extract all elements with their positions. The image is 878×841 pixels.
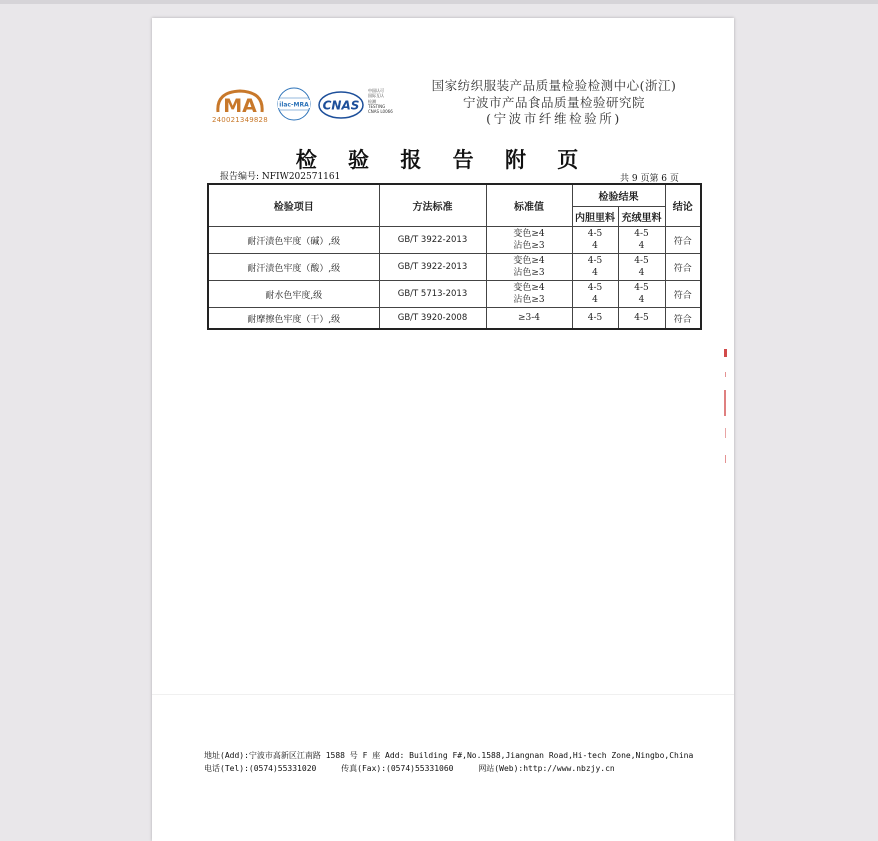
header-conclusion: 结论 — [665, 184, 701, 227]
org-line-1: 国家纺织服装产品质量检验检测中心(浙江) — [431, 78, 677, 93]
cnas-accreditation-text: 中国认可 国际互认 检测 TESTING CNAS L0066 — [368, 88, 393, 115]
cell-method: GB/T 5713-2013 — [379, 281, 486, 308]
cell-item: 耐汗渍色牢度（酸）,级 — [208, 254, 379, 281]
viewer-top-bar — [0, 0, 878, 4]
cell-item: 耐汗渍色牢度（碱）,级 — [208, 227, 379, 254]
header-inner-lining: 内胆里料 — [572, 207, 618, 227]
cell-fill-result: 4-5 — [618, 308, 665, 330]
cell-standard: 变色≥4 沾色≥3 — [486, 254, 572, 281]
document-title: 检 验 报 告 附 页 — [295, 147, 591, 172]
footer-web: 网站(Web):http://www.nbzjy.cn — [478, 764, 615, 773]
footer-address: 地址(Add):宁波市高新区江南路 1588 号 F 座 Add: Building F#,No.1588,Jiangnan Road,Hi-tech Zone,Ningbo,China — [204, 751, 694, 760]
cell-conclusion: 符合 — [665, 254, 701, 281]
page-fold-line — [152, 694, 734, 695]
table-row — [208, 281, 701, 308]
header-method: 方法标准 — [379, 184, 486, 227]
table-row — [208, 254, 701, 281]
report-number: 报告编号: NFIW202571161 — [220, 172, 341, 182]
cma-code: 240021349828 — [212, 116, 268, 124]
cell-inner-result: 4-5 4 — [572, 254, 618, 281]
cell-conclusion: 符合 — [665, 227, 701, 254]
cell-inner-result: 4-5 — [572, 308, 618, 330]
org-line-3: (宁波市纤维检验所) — [486, 111, 622, 126]
page-number: 共 9 页第 6 页 — [620, 174, 679, 184]
page-footer — [204, 749, 693, 775]
cell-standard: ≥3-4 — [486, 308, 572, 330]
header-standard: 标准值 — [486, 184, 572, 227]
cell-standard: 变色≥4 沾色≥3 — [486, 227, 572, 254]
test-results-table — [207, 183, 702, 330]
ilac-mra-logo — [276, 86, 312, 122]
cell-fill-result: 4-5 4 — [618, 227, 665, 254]
organization-name — [414, 78, 694, 128]
table-row — [208, 308, 701, 330]
cell-item: 耐水色牢度,级 — [208, 281, 379, 308]
cell-method: GB/T 3922-2013 — [379, 254, 486, 281]
cma-logo-text: MA — [223, 95, 257, 117]
cell-inner-result: 4-5 4 — [572, 227, 618, 254]
cell-fill-result: 4-5 4 — [618, 281, 665, 308]
cell-conclusion: 符合 — [665, 308, 701, 330]
cell-standard: 变色≥4 沾色≥3 — [486, 281, 572, 308]
cell-method: GB/T 3922-2013 — [379, 227, 486, 254]
footer-tel: 电话(Tel):(0574)55331020 — [204, 764, 317, 773]
header-test-item: 检验项目 — [208, 184, 379, 227]
cnas-logo-text: CNAS — [322, 98, 360, 113]
cell-conclusion: 符合 — [665, 281, 701, 308]
footer-fax: 传真(Fax):(0574)55331060 — [341, 764, 454, 773]
cell-method: GB/T 3920-2008 — [379, 308, 486, 330]
org-line-2: 宁波市产品食品质量检验研究院 — [462, 94, 645, 110]
cell-fill-result: 4-5 4 — [618, 254, 665, 281]
footer-contact — [204, 762, 693, 775]
header-result: 检验结果 — [572, 184, 665, 207]
report-page — [152, 18, 734, 841]
ilac-logo-text: ilac-MRA — [279, 101, 309, 109]
header-fill-lining: 充绒里料 — [618, 207, 665, 227]
cnas-logo — [318, 90, 364, 120]
cell-inner-result: 4-5 4 — [572, 281, 618, 308]
cell-item: 耐摩擦色牢度（干）,级 — [208, 308, 379, 330]
table-row — [208, 227, 701, 254]
